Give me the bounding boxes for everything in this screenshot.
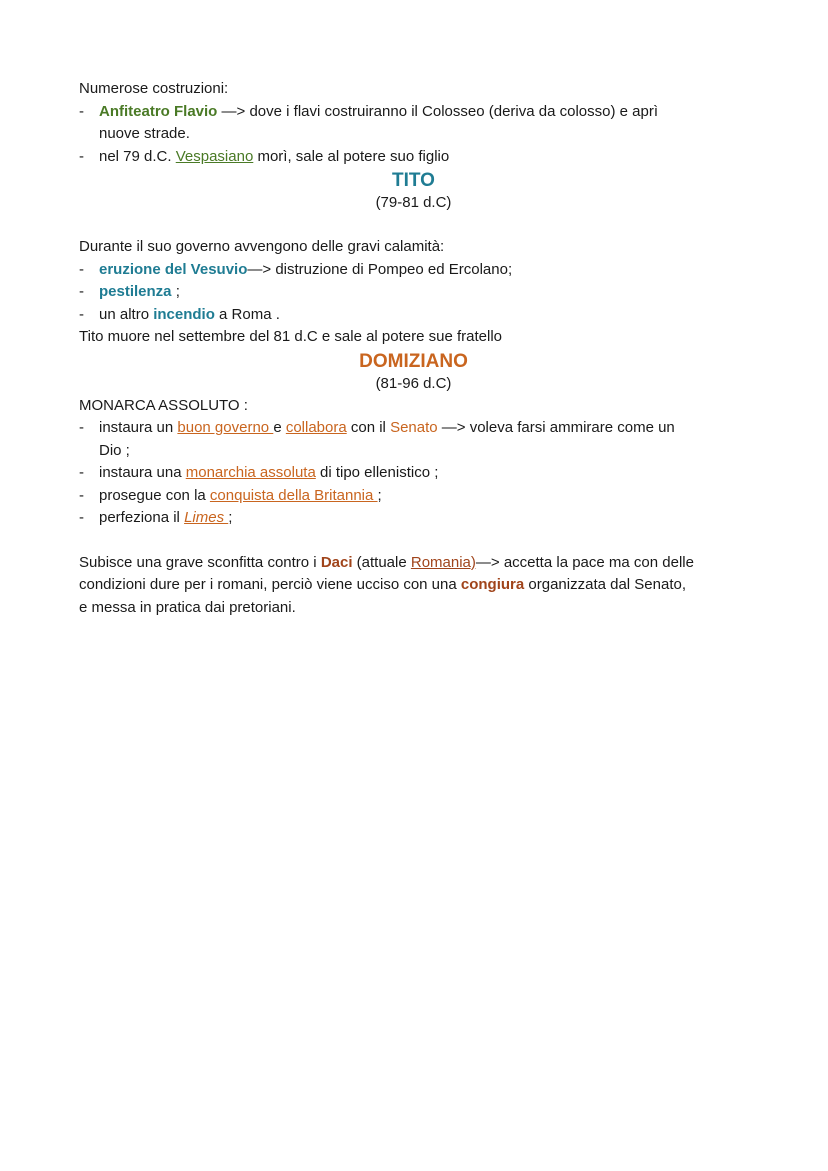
text: con il: [346, 419, 391, 436]
text: (attuale: [352, 553, 411, 571]
bullet-dash: -: [79, 464, 84, 481]
text: instaura un: [99, 419, 178, 436]
link-vespasiano[interactable]: Vespasiano: [175, 147, 254, 165]
link-romania[interactable]: Romania): [410, 553, 476, 571]
link-monarchia-assoluta[interactable]: monarchia assoluta: [185, 464, 316, 481]
tito-outro: Tito muore nel settembre del 81 d.C e sale al potere sue fratello: [79, 328, 503, 345]
section-title-domiziano: DOMIZIANO: [359, 350, 468, 372]
text: nel 79 d.C.: [99, 147, 176, 165]
text: Dio ;: [99, 441, 130, 459]
list-item: [79, 281, 748, 304]
text: di tipo ellenistico ;: [315, 464, 439, 481]
list-item: [79, 146, 748, 169]
list-item: [79, 462, 748, 485]
text: a Roma .: [214, 305, 280, 323]
bullet-dash: -: [79, 147, 84, 165]
bullet-dash: -: [79, 305, 84, 323]
text: nuove strade.: [99, 125, 190, 142]
list-item: [79, 304, 748, 327]
link-limes[interactable]: Limes: [184, 509, 229, 526]
text: condizioni dure per i romani, perciò viene ucciso con una: [79, 576, 461, 593]
bullet-dash: -: [79, 509, 84, 526]
intro-heading: Numerose costruzioni:: [79, 80, 229, 97]
closing-line-2: [79, 574, 748, 597]
bullet-dash: -: [79, 283, 84, 300]
term-incendio: incendio: [153, 305, 215, 323]
domiziano-dates: (81-96 d.C): [375, 374, 452, 392]
text: —> distruzione di Pompeo ed Ercolano;: [247, 260, 513, 278]
section-title-tito: TITO: [392, 170, 435, 191]
closing-line-3: e messa in pratica dai pretoriani.: [79, 598, 296, 616]
text: ;: [377, 486, 382, 504]
term-pestilenza: pestilenza: [99, 283, 172, 300]
bullet-dash: -: [79, 419, 84, 436]
link-conquista-britannia[interactable]: conquista della Britannia: [209, 486, 378, 504]
text: organizzata dal Senato,: [524, 576, 687, 593]
text: —> voleva farsi ammirare come un: [437, 419, 675, 436]
bullet-dash: -: [79, 486, 84, 504]
closing-line-1: [79, 552, 748, 575]
link-buon-governo[interactable]: buon governo: [177, 419, 274, 436]
list-item: [79, 259, 748, 282]
list-item: [79, 485, 748, 508]
tito-lead: Durante il suo governo avvengono delle gravi calamità:: [79, 238, 445, 255]
tito-dates: (79-81 d.C): [375, 194, 452, 211]
term-daci: Daci: [320, 553, 353, 571]
list-item: [79, 101, 748, 146]
text: perfeziona il: [99, 509, 185, 526]
text: —> dove i flavi costruiranno il Colosseo (deriva da colosso) e aprì: [217, 102, 658, 120]
text: e: [273, 419, 286, 436]
term-senato: Senato: [390, 419, 438, 436]
bullet-dash: -: [79, 260, 84, 278]
text: instaura una: [99, 464, 186, 481]
text: ;: [171, 283, 180, 300]
bullet-dash: -: [79, 102, 84, 120]
list-item: [79, 507, 748, 530]
term-vesuvio: eruzione del Vesuvio: [99, 260, 248, 278]
text: un altro: [99, 305, 154, 323]
term-congiura: congiura: [460, 576, 525, 593]
domiziano-lead: MONARCA ASSOLUTO :: [79, 396, 248, 414]
text: —> accetta la pace ma con delle: [475, 553, 694, 571]
text: ;: [228, 509, 233, 526]
text: Subisce una grave sconfitta contro i: [79, 553, 321, 571]
list-item: [79, 417, 748, 462]
link-collabora[interactable]: collabora: [285, 419, 347, 436]
text: prosegue con la: [99, 486, 210, 504]
text: morì, sale al potere suo figlio: [253, 147, 450, 165]
term-anfiteatro: Anfiteatro Flavio: [99, 102, 218, 120]
